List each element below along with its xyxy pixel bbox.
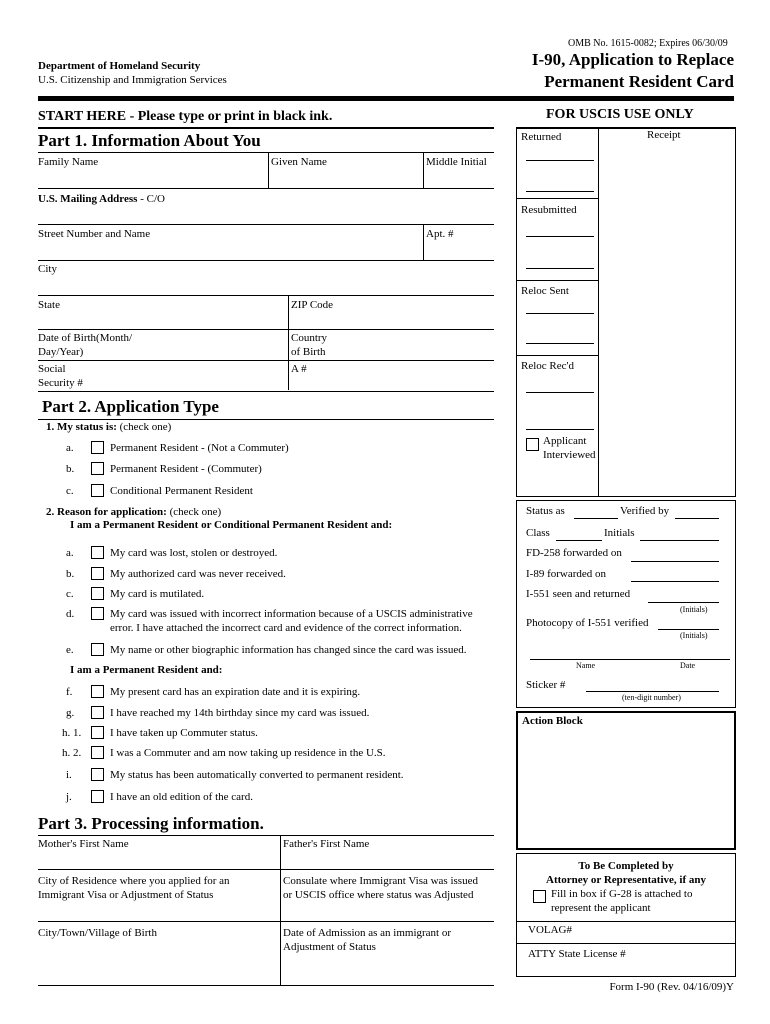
question-reason-hint: (check one)	[166, 506, 222, 518]
reason-checkbox-b[interactable]	[91, 567, 104, 580]
reason-subheading-2: I am a Permanent Resident and:	[70, 664, 223, 676]
option-letter: a.	[66, 547, 74, 559]
zip-label: ZIP Code	[291, 299, 334, 311]
reason-checkbox-f[interactable]	[91, 685, 104, 698]
reason-subheading-1: I am a Permanent Resident or Conditional Permanent Resident and:	[70, 519, 393, 531]
reason-checkbox-j[interactable]	[91, 790, 104, 803]
ten-digit-caption: (ten-digit number)	[622, 693, 681, 702]
status-option-label: Permanent Resident - (Not a Commuter)	[110, 442, 289, 454]
mailing-address-label: U.S. Mailing Address	[38, 193, 138, 205]
father-label: Father's First Name	[283, 838, 370, 850]
date-caption: Date	[680, 661, 696, 670]
reason-label: My card was lost, stolen or destroyed.	[110, 547, 278, 559]
status-option-label: Conditional Permanent Resident	[110, 485, 253, 497]
reason-label-cont: error. I have attached the incorrect card and evidence of the correct information.	[110, 622, 462, 634]
form-title-line1: I-90, Application to Replace	[531, 50, 734, 69]
question-status	[46, 421, 171, 433]
option-letter: g.	[66, 707, 75, 719]
reason-label: I was a Commuter and am now taking up residence in the U.S.	[110, 747, 386, 759]
reloc-recd-label: Reloc Rec'd	[521, 360, 574, 372]
country-label-line1: Country	[291, 332, 328, 344]
form-revision: Form I-90 (Rev. 04/16/09)Y	[609, 981, 734, 993]
given-name-label: Given Name	[271, 156, 327, 168]
reason-label: My authorized card was never received.	[110, 568, 286, 580]
country-label-line2: of Birth	[291, 346, 326, 358]
verified-by-label: Verified by	[620, 505, 670, 517]
question-reason-label: 2. Reason for application:	[46, 506, 167, 518]
uscis-use-only-title: FOR USCIS USE ONLY	[546, 107, 694, 122]
option-letter: a.	[66, 442, 74, 454]
omb-number: OMB No. 1615-0082; Expires 06/30/09	[568, 38, 728, 49]
returned-label: Returned	[521, 131, 562, 143]
g28-label-line1: Fill in box if G-28 is attached to	[551, 888, 693, 900]
attorney-heading-line1: To Be Completed by	[578, 860, 674, 872]
status-as-label: Status as	[526, 505, 565, 517]
option-letter: c.	[66, 588, 74, 600]
option-letter: e.	[66, 644, 74, 656]
apt-label: Apt. #	[426, 228, 454, 240]
form-title-line2: Permanent Resident Card	[544, 72, 734, 91]
option-letter: c.	[66, 485, 74, 497]
mailing-address-co: - C/O	[137, 193, 165, 205]
reason-checkbox-d[interactable]	[91, 607, 104, 620]
applicant-label-line2: Interviewed	[543, 449, 596, 461]
consulate-label-line2: or USCIS office where status was Adjusted	[283, 889, 474, 901]
name-caption: Name	[576, 661, 596, 670]
department-name: Department of Homeland Security	[38, 60, 201, 72]
photocopy-label: Photocopy of I-551 verified	[526, 617, 649, 629]
reason-label: My status has been automatically converted to permanent resident.	[110, 769, 404, 781]
option-letter: h. 1.	[62, 727, 82, 739]
attorney-heading-line2: Attorney or Representative, if any	[546, 874, 706, 886]
reason-checkbox-e[interactable]	[91, 643, 104, 656]
start-here-rule	[38, 127, 494, 129]
part2-title: Part 2. Application Type	[42, 397, 219, 416]
question-reason	[46, 506, 221, 518]
dob-label-line2: Day/Year)	[38, 346, 84, 358]
start-here: START HERE - Please type or print in black ink.	[38, 109, 333, 124]
initials-note-2: (Initials)	[680, 631, 708, 640]
street-label: Street Number and Name	[38, 228, 151, 240]
dob-label-line1: Date of Birth(Month/	[38, 332, 133, 344]
g28-label-line2: represent the applicant	[551, 902, 651, 914]
question-status-hint: (check one)	[116, 421, 172, 433]
reason-checkbox-h2[interactable]	[91, 746, 104, 759]
status-checkbox-not-commuter[interactable]	[91, 441, 104, 454]
a-number-label: A #	[291, 363, 307, 375]
residence-label-line2: Immigrant Visa or Adjustment of Status	[38, 889, 214, 901]
status-option-label: Permanent Resident - (Commuter)	[110, 463, 262, 475]
class-label: Class	[526, 527, 550, 539]
action-block-label: Action Block	[522, 715, 583, 727]
reason-label: My card was issued with incorrect information because of a USCIS administrative	[110, 608, 473, 620]
applicant-label-line1: Applicant	[543, 435, 587, 447]
agency-name: U.S. Citizenship and Immigration Services	[38, 74, 227, 86]
city-label: City	[38, 263, 57, 275]
g28-checkbox[interactable]	[533, 890, 546, 903]
question-status-label: 1. My status is:	[46, 421, 117, 433]
applicant-interviewed-checkbox[interactable]	[526, 438, 539, 451]
reason-label: My name or other biographic information has changed since the card was issued.	[110, 644, 467, 656]
reason-label: I have reached my 14th birthday since my card was issued.	[110, 707, 370, 719]
birth-city-label: City/Town/Village of Birth	[38, 927, 157, 939]
option-letter: f.	[66, 686, 73, 698]
residence-label-line1: City of Residence where you applied for an	[38, 875, 230, 887]
sticker-label: Sticker #	[526, 679, 566, 691]
option-letter: h. 2.	[62, 747, 82, 759]
option-letter: j.	[66, 791, 72, 803]
option-letter: d.	[66, 608, 75, 620]
reason-label: My present card has an expiration date and it is expiring.	[110, 686, 361, 698]
option-letter: i.	[66, 769, 72, 781]
i551-label: I-551 seen and returned	[526, 588, 631, 600]
option-letter: b.	[66, 568, 75, 580]
resubmitted-label: Resubmitted	[521, 204, 577, 216]
reason-label: I have taken up Commuter status.	[110, 727, 258, 739]
status-checkbox-conditional[interactable]	[91, 484, 104, 497]
reason-checkbox-g[interactable]	[91, 706, 104, 719]
initials-label: Initials	[604, 527, 635, 539]
status-checkbox-commuter[interactable]	[91, 462, 104, 475]
action-block-box[interactable]	[516, 711, 736, 850]
part1-title: Part 1. Information About You	[38, 131, 261, 150]
family-name-label: Family Name	[38, 156, 99, 168]
ssn-label-line1: Social	[38, 363, 66, 375]
header-rule	[38, 96, 734, 101]
middle-initial-label: Middle Initial	[426, 156, 487, 168]
admission-label-line2: Adjustment of Status	[283, 941, 376, 953]
part3-title: Part 3. Processing information.	[38, 814, 264, 833]
i89-label: I-89 forwarded on	[526, 568, 607, 580]
mother-label: Mother's First Name	[38, 838, 129, 850]
initials-note-1: (Initials)	[680, 605, 708, 614]
reloc-sent-label: Reloc Sent	[521, 285, 569, 297]
state-label: State	[38, 299, 60, 311]
consulate-label-line1: Consulate where Immigrant Visa was issued	[283, 875, 478, 887]
atty-license-label: ATTY State License #	[528, 948, 626, 960]
reason-checkbox-h1[interactable]	[91, 726, 104, 739]
reason-checkbox-i[interactable]	[91, 768, 104, 781]
receipt-label: Receipt	[647, 129, 681, 141]
reason-label: I have an old edition of the card.	[110, 791, 253, 803]
reason-label: My card is mutilated.	[110, 588, 205, 600]
volag-label: VOLAG#	[528, 924, 572, 936]
reason-checkbox-a[interactable]	[91, 546, 104, 559]
fd258-label: FD-258 forwarded on	[526, 547, 622, 559]
admission-label-line1: Date of Admission as an immigrant or	[283, 927, 452, 939]
reason-checkbox-c[interactable]	[91, 587, 104, 600]
option-letter: b.	[66, 463, 75, 475]
ssn-label-line2: Security #	[38, 377, 83, 389]
